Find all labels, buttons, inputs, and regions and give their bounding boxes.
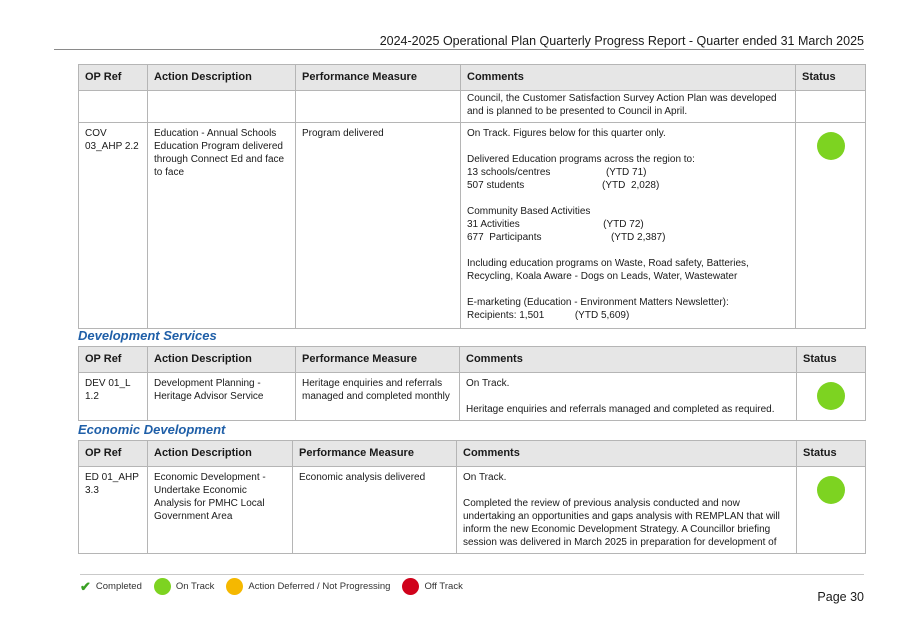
comment-line: Heritage enquiries and referrals managed and completed as required.	[466, 404, 775, 415]
cell-op-ref: COV 03_AHP 2.2	[79, 123, 148, 329]
cell-action: Economic Development - Undertake Economic Analysis for PMHC Local Government Area	[148, 467, 293, 554]
col-status: Status	[797, 347, 866, 373]
legend-on-track	[154, 578, 215, 595]
table-header-row	[79, 347, 866, 373]
col-action-description: Action Description	[148, 65, 296, 91]
comment-line	[467, 192, 789, 205]
comment-line: 13 schools/centres (YTD 71)	[467, 167, 647, 178]
comment-line: Council, the Customer Satisfaction Survey Action Plan was developed	[467, 93, 777, 104]
table-economic-development	[78, 440, 866, 554]
col-op-ref: OP Ref	[79, 347, 148, 373]
section-title-development-services: Development Services	[78, 328, 217, 343]
comment-line: On Track.	[466, 378, 510, 389]
comment-line: session was delivered in March 2025 in preparation for development of	[463, 537, 777, 548]
status-on-track-indicator	[817, 476, 845, 504]
cell-comments	[461, 123, 796, 329]
comment-line	[467, 283, 789, 296]
cell-action	[148, 91, 296, 123]
comment-line: Completed the review of previous analysis conducted and now	[463, 498, 740, 509]
legend-label: Off Track	[424, 581, 463, 592]
table-header-row	[79, 441, 866, 467]
legend-divider	[80, 574, 864, 575]
comment-line	[463, 484, 790, 497]
col-comments: Comments	[460, 347, 797, 373]
cell-measure: Economic analysis delivered	[293, 467, 457, 554]
comment-line: Delivered Education programs across the region to:	[467, 154, 695, 165]
comment-line: undertaking an opportunities and gaps analysis with REMPLAN that will	[463, 511, 780, 522]
table-row	[79, 123, 866, 329]
col-action-description: Action Description	[148, 441, 293, 467]
cell-op-ref	[79, 91, 148, 123]
comment-line: inform the new Economic Development Strategy. A Councillor briefing	[463, 524, 771, 535]
green-dot-icon	[154, 578, 171, 595]
amber-dot-icon	[226, 578, 243, 595]
cell-comments	[460, 373, 797, 421]
col-op-ref: OP Ref	[79, 441, 148, 467]
legend-off-track	[402, 578, 462, 595]
header-divider	[54, 49, 864, 50]
cell-status	[797, 373, 866, 421]
comment-line: On Track. Figures below for this quarter only.	[467, 128, 666, 139]
col-action-description: Action Description	[148, 347, 296, 373]
table-row	[79, 373, 866, 421]
legend-deferred	[226, 578, 390, 595]
comment-line: E-marketing (Education - Environment Matters Newsletter):	[467, 297, 729, 308]
legend-label: On Track	[175, 581, 215, 592]
cell-comments	[461, 91, 796, 123]
col-op-ref: OP Ref	[79, 65, 148, 91]
cell-status	[797, 467, 866, 554]
section-title-economic-development: Economic Development	[78, 422, 226, 437]
col-comments: Comments	[457, 441, 797, 467]
comment-line: 507 students (YTD 2,028)	[467, 180, 660, 191]
cell-status	[796, 91, 866, 123]
comment-line: 677 Participants (YTD 2,387)	[467, 232, 666, 243]
status-on-track-indicator	[817, 132, 845, 160]
cell-comments	[457, 467, 797, 554]
comment-line: and is planned to be presented to Council in April.	[467, 106, 688, 117]
comment-line: Recipients: 1,501 (YTD 5,609)	[467, 310, 630, 321]
table-development-services	[78, 346, 866, 421]
table-row	[79, 91, 866, 123]
page-number: Page 30	[817, 590, 864, 604]
legend-label: Action Deferred / Not Progressing	[248, 581, 391, 592]
table-row	[79, 467, 866, 554]
status-legend	[80, 578, 475, 595]
legend-completed	[80, 579, 142, 595]
report-header-title: 2024-2025 Operational Plan Quarterly Progress Report - Quarter ended 31 March 2025	[379, 34, 864, 48]
cell-action: Development Planning - Heritage Advisor Service	[148, 373, 296, 421]
comment-line: Community Based Activities	[467, 206, 591, 217]
col-performance-measure: Performance Measure	[293, 441, 457, 467]
col-status: Status	[796, 65, 866, 91]
cell-action: Education - Annual Schools Education Program delivered through Connect Ed and face to face	[148, 123, 296, 329]
comment-line: On Track.	[463, 472, 507, 483]
comment-line: 31 Activities (YTD 72)	[467, 219, 644, 230]
comment-line	[467, 140, 789, 153]
comment-line	[466, 390, 790, 403]
check-icon: ✔	[80, 578, 91, 594]
red-dot-icon	[402, 578, 419, 595]
comment-line: Including education programs on Waste, Road safety, Batteries,	[467, 258, 749, 269]
cell-measure	[296, 91, 461, 123]
col-performance-measure: Performance Measure	[296, 347, 460, 373]
legend-label: Completed	[95, 581, 142, 592]
comment-line	[467, 244, 789, 257]
cell-op-ref: DEV 01_L 1.2	[79, 373, 148, 421]
status-on-track-indicator	[817, 382, 845, 410]
cell-measure: Program delivered	[296, 123, 461, 329]
cell-measure: Heritage enquiries and referrals managed and completed monthly	[296, 373, 460, 421]
cell-op-ref: ED 01_AHP 3.3	[79, 467, 148, 554]
table-header-row	[79, 65, 866, 91]
cell-status	[796, 123, 866, 329]
col-status: Status	[797, 441, 866, 467]
comment-line: Recycling, Koala Aware - Dogs on Leads, Water, Wastewater	[467, 271, 738, 282]
col-comments: Comments	[461, 65, 796, 91]
table-community-services	[78, 64, 866, 329]
col-performance-measure: Performance Measure	[296, 65, 461, 91]
